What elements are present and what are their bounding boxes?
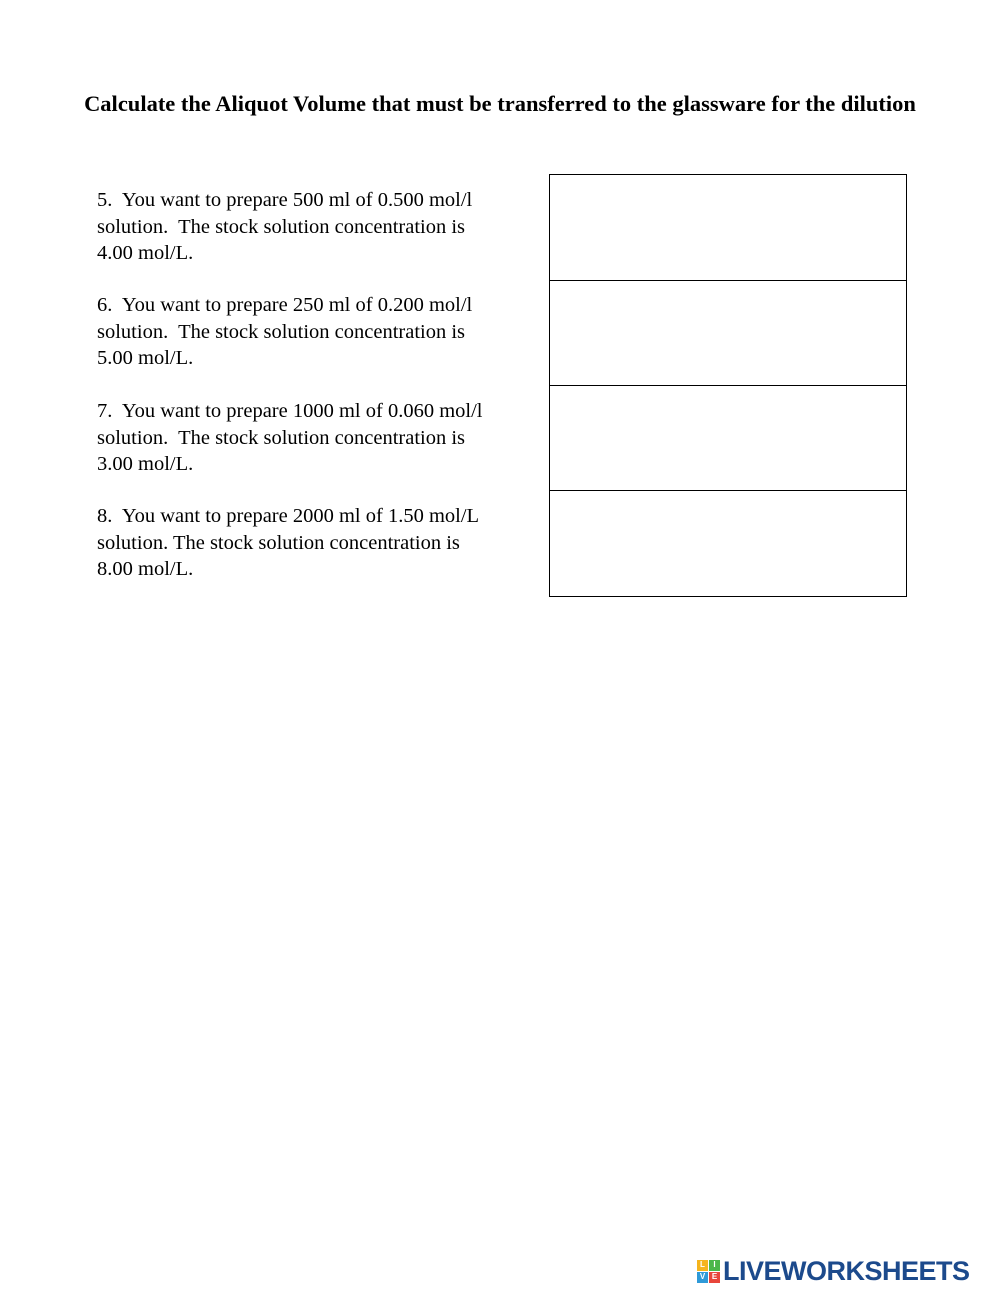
question-7: 7. You want to prepare 1000 ml of 0.060 mol/l solution. The stock solution concentration is 3.00 mol/L. <box>97 400 483 475</box>
worksheet-title: Calculate the Aliquot Volume that must be transferred to the glassware for the dilution <box>84 91 916 116</box>
logo-tile: L <box>697 1260 708 1271</box>
logo-tile: I <box>709 1260 720 1271</box>
question-5: 5. You want to prepare 500 ml of 0.500 mol/l solution. The stock solution concentration is 4.00 mol/L. <box>97 189 473 264</box>
logo-wordmark: LIVEWORKSHEETS <box>723 1256 970 1286</box>
answer-box-8[interactable] <box>549 490 907 597</box>
logo-tile: E <box>709 1272 720 1283</box>
liveworksheets-logo <box>697 1256 970 1286</box>
answer-box-7[interactable] <box>549 385 907 491</box>
logo-tiles-icon <box>697 1260 720 1283</box>
answer-box-5[interactable] <box>549 174 907 281</box>
question-6: 6. You want to prepare 250 ml of 0.200 mol/l solution. The stock solution concentration is 5.00 mol/L. <box>97 294 473 369</box>
answer-box-6[interactable] <box>549 280 907 386</box>
question-8: 8. You want to prepare 2000 ml of 1.50 mol/L solution. The stock solution concentration is 8.00 mol/L. <box>97 505 480 580</box>
logo-tile: V <box>697 1272 708 1283</box>
